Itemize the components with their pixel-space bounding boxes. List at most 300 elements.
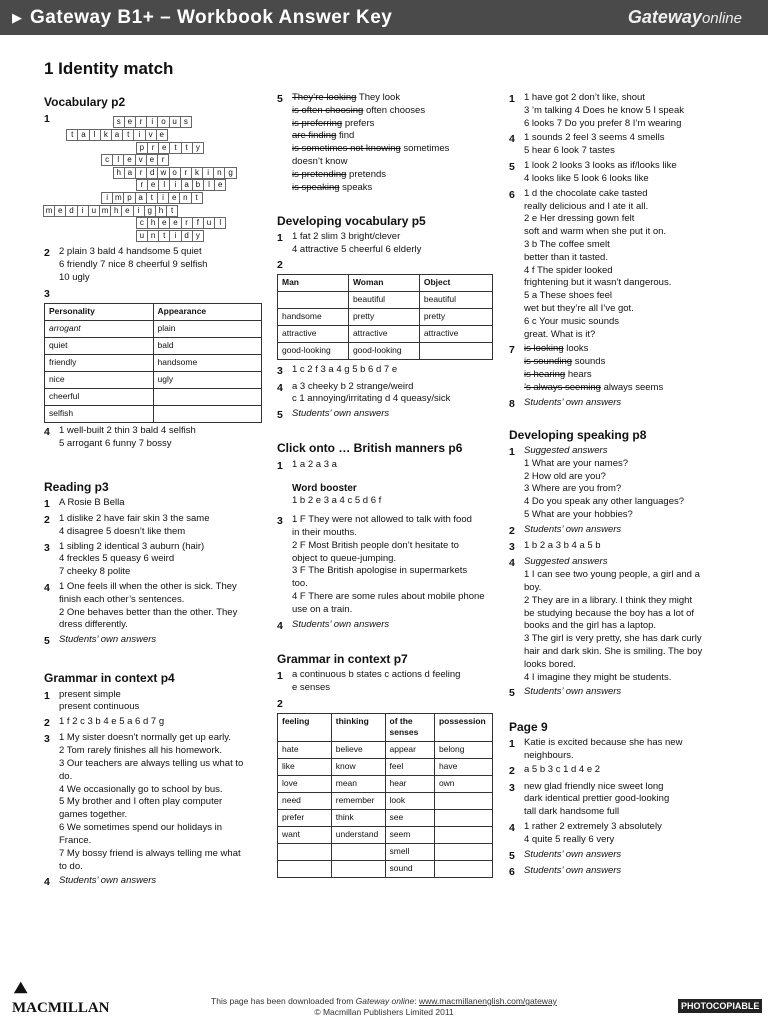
crossword-cell: g bbox=[224, 167, 236, 179]
correct-text: pretends bbox=[349, 168, 387, 180]
answer-line: 4 I imagine they might be students. bbox=[524, 671, 672, 683]
crossword-row bbox=[102, 192, 203, 204]
answer-line: present continuous bbox=[59, 701, 140, 713]
answer-line: A Rosie B Bella bbox=[59, 496, 125, 508]
answer-line: object to queue-jumping. bbox=[292, 552, 397, 564]
answer-line: 3 Where are you from? bbox=[524, 483, 622, 495]
crossword-cell: s bbox=[180, 116, 192, 128]
question: 5 Students’ own answers bbox=[277, 408, 497, 422]
question: 3 1 b 2 a 3 b 4 a 5 b bbox=[509, 540, 734, 554]
question: 5 They’re looking They look is often choosing often chooses is preferring prefers are finding find is sometimes not knowing sometimes doesn’t know is pretending pretends is speaking speaks bbox=[277, 92, 497, 195]
answer-line: 1 My sister doesn’t normally get up early. bbox=[59, 732, 231, 744]
answer-line: really delicious and I ate it all. bbox=[524, 200, 649, 212]
answer-line: dress differently. bbox=[59, 619, 128, 631]
table-cell: pretty bbox=[419, 309, 492, 326]
crossword-cell: u bbox=[88, 205, 100, 217]
table-cell bbox=[331, 843, 385, 860]
crossword-cell: o bbox=[157, 116, 169, 128]
table-header: Object bbox=[419, 275, 492, 292]
table-row bbox=[278, 809, 493, 826]
crossword-cell: v bbox=[135, 154, 147, 166]
correct-text: prefers bbox=[344, 117, 375, 129]
crossword-cell: d bbox=[181, 230, 193, 242]
answer-line: too. bbox=[292, 578, 308, 590]
crossword-cell: t bbox=[146, 192, 158, 204]
answer-line: 4 f The spider looked bbox=[524, 264, 613, 276]
crossword-cell: s bbox=[113, 116, 125, 128]
crossword-cell: i bbox=[157, 192, 169, 204]
table-cell bbox=[434, 860, 492, 877]
table-cell: appear bbox=[385, 741, 434, 758]
crossword-cell: t bbox=[66, 129, 78, 141]
question: 1 present simple present continuous bbox=[44, 689, 264, 715]
table-header: possession bbox=[434, 713, 492, 741]
answer-line: Students’ own answers bbox=[524, 686, 622, 698]
table-row bbox=[278, 326, 493, 343]
crossed-out-text: is looking bbox=[524, 343, 564, 355]
crossword-cell: l bbox=[203, 179, 215, 191]
crossword-row bbox=[114, 116, 192, 128]
table-cell bbox=[278, 860, 332, 877]
answer-line: Suggested answers bbox=[524, 556, 608, 568]
question: 2 1 f 2 c 3 b 4 e 5 a 6 d 7 g bbox=[44, 716, 264, 730]
question: 4 1 sounds 2 feel 3 seems 4 smells 5 hear 6 look 7 tastes bbox=[509, 132, 734, 158]
table-cell: understand bbox=[331, 826, 385, 843]
crossword-cell: n bbox=[213, 167, 225, 179]
question: 4 1 rather 2 extremely 3 absolutely 4 quite 5 really 6 very bbox=[509, 821, 734, 847]
question: 3 1 sibling 2 identical 3 auburn (hair) 4 freckles 5 queasy 6 weird 7 cheeky 8 polite bbox=[44, 541, 264, 579]
question: 4 1 well-built 2 thin 3 bald 4 selfish 5 arrogant 6 funny 7 bossy bbox=[44, 425, 264, 451]
correct-text: speaks bbox=[342, 181, 373, 193]
answer-line bbox=[292, 105, 497, 118]
crossword-cell: h bbox=[113, 167, 125, 179]
question: 1 1 fat 2 slim 3 bright/clever 4 attractive 5 cheerful 6 elderly bbox=[277, 231, 497, 257]
answer-line: wet but they’re all I’ve got. bbox=[524, 303, 634, 314]
answer-line bbox=[292, 143, 497, 156]
table-row bbox=[278, 843, 493, 860]
table-cell: love bbox=[278, 775, 332, 792]
section-heading: Grammar in context p4 bbox=[44, 671, 175, 686]
man-woman-object-table bbox=[277, 274, 493, 360]
section-heading: Vocabulary p2 bbox=[44, 95, 126, 109]
answer-line: 2 How old are you? bbox=[524, 470, 606, 482]
crossword-cell: i bbox=[133, 129, 145, 141]
crossed-out-text: is pretending bbox=[292, 168, 347, 180]
section-heading: Developing speaking p8 bbox=[509, 427, 647, 442]
table-cell: hear bbox=[385, 775, 434, 792]
question: 4 Students’ own answers bbox=[277, 619, 497, 633]
table-cell: seem bbox=[385, 826, 434, 843]
crossword-cell: a bbox=[135, 192, 147, 204]
table-cell: remember bbox=[331, 792, 385, 809]
crossword-cell: i bbox=[169, 230, 181, 242]
crossword-cell: u bbox=[203, 217, 215, 229]
table-header: Appearance bbox=[153, 303, 262, 320]
table-cell: good-looking bbox=[348, 343, 419, 360]
table-cell: plain bbox=[153, 320, 262, 337]
answer-line: 1 dislike 2 have fair skin 3 the same bbox=[59, 512, 210, 524]
answer-line: 1 a 2 a 3 a bbox=[292, 458, 337, 470]
crossword-cell: n bbox=[147, 230, 159, 242]
answer-line: a 5 b 3 c 1 d 4 e 2 bbox=[524, 764, 601, 776]
crossword-cell: d bbox=[65, 205, 77, 217]
answer-line: 1 have got 2 don’t like, shout bbox=[524, 92, 645, 103]
crossword-cell: e bbox=[169, 217, 181, 229]
answer-line: 2 Tom rarely finishes all his homework. bbox=[59, 745, 222, 757]
answer-line: a 3 cheeky b 2 strange/weird bbox=[292, 380, 414, 392]
answer-line: 5 a These shoes feel bbox=[524, 290, 613, 302]
question: 2 a 5 b 3 c 1 d 4 e 2 bbox=[509, 764, 734, 778]
correct-text: doesn’t know bbox=[292, 156, 348, 168]
question: 7 is looking looks is sounding sounds is hearing hears ’s always seeming always seems bbox=[509, 343, 734, 394]
answer-line bbox=[524, 369, 734, 382]
crossword-cell: e bbox=[147, 179, 159, 191]
crossed-out-text: is sounding bbox=[524, 356, 573, 368]
crossword-cell: t bbox=[166, 205, 178, 217]
answer-line: 6 looks 7 Do you prefer 8 I’m wearing bbox=[524, 117, 682, 129]
crossword-cell: g bbox=[144, 205, 156, 217]
answer-line: 1 look 2 looks 3 looks as if/looks like bbox=[524, 160, 677, 172]
crossword-cell: t bbox=[191, 192, 203, 204]
table-cell: think bbox=[331, 809, 385, 826]
answer-line: 6 c Your music sounds bbox=[524, 315, 620, 327]
answer-line: 5 My brother and I often play computer bbox=[59, 796, 223, 808]
crossword-cell: u bbox=[169, 116, 181, 128]
crossword-cell: a bbox=[181, 179, 193, 191]
answer-line: new glad friendly nice sweet long bbox=[524, 780, 664, 792]
answer-line: 4 F There are some rules about mobile phone bbox=[292, 591, 485, 602]
table-cell: quiet bbox=[45, 337, 154, 354]
personality-appearance-table bbox=[44, 303, 262, 423]
question: 1 A Rosie B Bella bbox=[44, 497, 264, 511]
crossword-cell: t bbox=[181, 142, 193, 154]
answer-line: 4 attractive 5 cheerful 6 elderly bbox=[292, 243, 422, 255]
crossword-cell: t bbox=[169, 142, 181, 154]
answer-line: books and the girl has a laptop. bbox=[524, 620, 657, 632]
table-row bbox=[45, 371, 262, 388]
section-heading: Page 9 bbox=[509, 719, 548, 734]
crossword-cell: r bbox=[157, 154, 169, 166]
question: 4 Suggested answers 1 I can see two young people, a girl and a boy. 2 They are in a library. I think they might be studying because the boy has a lot of books and the girl has a laptop. 3 The girl is very pretty, she has dark curly hair and dark skin. She is smiling. The boy looks bored. 4 I imagine they might be students. bbox=[509, 556, 734, 684]
question: 1 a continuous b states c actions d feeling e senses bbox=[277, 669, 497, 695]
question: 3 new glad friendly nice sweet long dark identical prettier good-looking tall dark handsome full bbox=[509, 781, 734, 819]
answer-line bbox=[292, 182, 497, 195]
crossword-cell: v bbox=[145, 129, 157, 141]
section-heading: Developing vocabulary p5 bbox=[277, 213, 426, 228]
verb-types-table bbox=[277, 713, 493, 878]
correct-text: sometimes bbox=[403, 143, 450, 155]
table-cell: nice bbox=[45, 371, 154, 388]
question: 5 Students’ own answers bbox=[509, 686, 734, 700]
table-cell: attractive bbox=[278, 326, 349, 343]
table-cell: see bbox=[385, 809, 434, 826]
table-cell: friendly bbox=[45, 354, 154, 371]
crossword-cell: i bbox=[202, 167, 214, 179]
table-cell: beautiful bbox=[419, 292, 492, 309]
crossword-cell: i bbox=[169, 179, 181, 191]
crossword-cell: e bbox=[146, 154, 158, 166]
answer-line: 1 fat 2 slim 3 bright/clever bbox=[292, 230, 401, 242]
crossword-cell: a bbox=[77, 129, 89, 141]
crossword-cell: p bbox=[136, 142, 148, 154]
crossed-out-text: is speaking bbox=[292, 181, 340, 193]
table-cell bbox=[434, 792, 492, 809]
table-row bbox=[45, 354, 262, 371]
answer-line: 1 b 2 a 3 b 4 a 5 b bbox=[524, 540, 601, 552]
answer-line: frightening but it wasn’t dangerous. bbox=[524, 277, 672, 289]
answer-line: 7 My bossy friend is always telling me what bbox=[59, 847, 241, 859]
table-header: thinking bbox=[331, 713, 385, 741]
answer-line: 2 One behaves better than the other. They bbox=[59, 606, 238, 618]
answer-line: Katie is excited because she has new bbox=[524, 736, 683, 748]
answer-line: be studying because the boy has a lot of bbox=[524, 607, 695, 619]
answer-line: 2 F Most British people don’t hesitate to bbox=[292, 539, 459, 551]
table-cell: own bbox=[434, 775, 492, 792]
crossword-cell: t bbox=[158, 230, 170, 242]
crossword-cell: a bbox=[124, 167, 136, 179]
answer-line: 4 disagree 5 doesn’t like them bbox=[59, 525, 186, 537]
question: 3 1 c 2 f 3 a 4 g 5 b 6 d 7 e bbox=[277, 364, 497, 378]
crossword-cell: h bbox=[147, 217, 159, 229]
answer-line: 3 F The British apologise in supermarkets bbox=[292, 565, 468, 577]
crossword-cell: m bbox=[43, 205, 55, 217]
answer-line: use on a train. bbox=[292, 603, 353, 615]
table-cell: prefer bbox=[278, 809, 332, 826]
crossword-cell: n bbox=[179, 192, 191, 204]
crossword-row bbox=[137, 230, 204, 242]
question: 2 Students’ own answers bbox=[509, 524, 734, 538]
answer-line: 1 well-built 2 thin 3 bald 4 selfish bbox=[59, 424, 196, 436]
crossword-cell: p bbox=[123, 192, 135, 204]
table-row bbox=[45, 337, 262, 354]
crossword-cell: b bbox=[192, 179, 204, 191]
answer-line: finish each other’s sentences. bbox=[59, 593, 185, 605]
question-number: 1 bbox=[44, 113, 50, 126]
crossword-cell: e bbox=[54, 205, 66, 217]
crossword-cell: t bbox=[122, 129, 134, 141]
crossword-cell: r bbox=[135, 167, 147, 179]
answer-line: 1 What are your names? bbox=[524, 457, 629, 469]
table-cell: cheerful bbox=[45, 388, 154, 405]
crossword-cell: e bbox=[121, 205, 133, 217]
answer-line: 5 hear 6 look 7 tastes bbox=[524, 145, 615, 157]
answer-line: dark identical prettier good-looking bbox=[524, 793, 670, 805]
answer-line: 2 They are in a library. I think they might bbox=[524, 594, 693, 606]
table-row bbox=[278, 343, 493, 360]
crossword-cell: c bbox=[101, 154, 113, 166]
answer-line: tall dark handsome full bbox=[524, 806, 620, 818]
answer-line: Students’ own answers bbox=[524, 864, 622, 876]
answer-line: games together. bbox=[59, 809, 128, 821]
table-cell: sound bbox=[385, 860, 434, 877]
section-heading: Grammar in context p7 bbox=[277, 651, 408, 666]
macmillan-mark-icon: ⛰ bbox=[14, 980, 28, 997]
photocopiable-badge: PHOTOCOPIABLE bbox=[678, 999, 762, 1013]
answer-line: e senses bbox=[292, 681, 331, 693]
footer-link[interactable]: www.macmillanenglish.com/gateway bbox=[418, 996, 557, 1006]
answer-line bbox=[292, 169, 497, 182]
answer-line: 1 d the chocolate cake tasted bbox=[524, 187, 648, 199]
word-booster-heading: Word booster bbox=[292, 482, 357, 494]
question: 4 a 3 cheeky b 2 strange/weird c 1 annoying/irritating d 4 queasy/sick bbox=[277, 381, 497, 407]
crossword-cell: r bbox=[136, 179, 148, 191]
answer-line: neighbours. bbox=[524, 749, 574, 761]
footer-text: This page has been downloaded from Gateway online: www.macmillanenglish.com/gateway © Macmillan Publishers Limited 2011 bbox=[211, 996, 557, 1018]
correct-text: often chooses bbox=[365, 104, 426, 116]
answer-line: in their mouths. bbox=[292, 526, 357, 538]
answer-line: Suggested answers bbox=[524, 445, 608, 457]
table-row bbox=[278, 758, 493, 775]
answer-line: 4 looks like 5 look 6 looks like bbox=[524, 172, 649, 184]
table-row bbox=[45, 388, 262, 405]
answer-line: better than it tasted. bbox=[524, 251, 608, 263]
crossword-cell: e bbox=[123, 154, 135, 166]
answer-line: 4 quite 5 really 6 very bbox=[524, 833, 615, 845]
crossword-cell: l bbox=[158, 179, 170, 191]
table-cell bbox=[153, 405, 262, 422]
answer-line: 3 Our teachers are always telling us what to bbox=[59, 758, 244, 770]
table-row bbox=[278, 860, 493, 877]
answer-line: Students’ own answers bbox=[292, 618, 390, 630]
table-cell: like bbox=[278, 758, 332, 775]
table-cell bbox=[419, 343, 492, 360]
crossed-out-text: is hearing bbox=[524, 369, 566, 381]
crossword-cell: c bbox=[136, 217, 148, 229]
answer-line: 4 freckles 5 queasy 6 weird bbox=[59, 553, 175, 565]
answer-line: a continuous b states c actions d feeling bbox=[292, 668, 461, 680]
crossed-out-text: is preferring bbox=[292, 117, 343, 129]
crossword-cell: f bbox=[192, 217, 204, 229]
correct-text: looks bbox=[566, 343, 589, 355]
crossword-cell: h bbox=[110, 205, 122, 217]
crossword-cell: r bbox=[135, 116, 147, 128]
answer-line: boy. bbox=[524, 581, 542, 593]
question: 1 Katie is excited because she has new neighbours. bbox=[509, 737, 734, 763]
question: 5 Students’ own answers bbox=[509, 849, 734, 863]
answer-line: great. What is it? bbox=[524, 328, 596, 340]
crossword-cell: e bbox=[158, 142, 170, 154]
answer-line: Students’ own answers bbox=[292, 408, 390, 420]
question: 3 bbox=[44, 287, 50, 300]
question: 6 1 d the chocolate cake tasted really delicious and I ate it all. 2 e Her dressing gown felt soft and warm when she put it on. 3 b The coffee smelt better than it tasted. 4 f The spider looked frightening but it wasn’t dangerous. 5 a These shoes feel wet but they’re all I’ve got. 6 c Your music sounds great. What is it? bbox=[509, 188, 734, 342]
answer-line: 5 arrogant 6 funny 7 bossy bbox=[59, 437, 172, 449]
question: 2 1 dislike 2 have fair skin 3 the same 4 disagree 5 doesn’t like them bbox=[44, 513, 264, 539]
crossword-cell: e bbox=[124, 116, 136, 128]
correct-text: find bbox=[339, 130, 355, 142]
table-cell bbox=[434, 809, 492, 826]
crossed-out-text: is sometimes not knowing bbox=[292, 143, 401, 155]
crossword-cell: r bbox=[147, 142, 159, 154]
table-cell: beautiful bbox=[348, 292, 419, 309]
answer-line: Students’ own answers bbox=[524, 396, 622, 408]
question: 3 1 My sister doesn’t normally get up early. 2 Tom rarely finishes all his homework. 3 Our teachers are always telling us what to do. 4 We occasionally go to school by bus. 5 My brother and I often play computer games together. 6 We sometimes spend our holidays in France. 7 My bossy friend is always telling me what to do. bbox=[44, 732, 264, 873]
answer-line bbox=[524, 356, 734, 369]
crossword-cell: e bbox=[158, 217, 170, 229]
table-cell bbox=[434, 826, 492, 843]
crossword-cell: d bbox=[146, 167, 158, 179]
table-cell: hate bbox=[278, 741, 332, 758]
crossword-cell: u bbox=[136, 230, 148, 242]
table-cell: know bbox=[331, 758, 385, 775]
crossword-cell: i bbox=[101, 192, 113, 204]
table-cell: mean bbox=[331, 775, 385, 792]
table-cell bbox=[331, 860, 385, 877]
answer-line: hair and dark skin. She is smiling. The boy bbox=[524, 645, 703, 657]
table-cell: have bbox=[434, 758, 492, 775]
crossword-cell: k bbox=[191, 167, 203, 179]
page-title: 1 Identity match bbox=[44, 59, 174, 78]
question: 5 Students’ own answers bbox=[44, 634, 264, 648]
table-header: Man bbox=[278, 275, 349, 292]
crossword-cell: l bbox=[214, 217, 226, 229]
answer-line: 1 rather 2 extremely 3 absolutely bbox=[524, 820, 662, 832]
answer-line: 3 ’m talking 4 Does he know 5 I speak bbox=[524, 104, 685, 116]
answer-line: 2 plain 3 bald 4 handsome 5 quiet bbox=[59, 246, 202, 258]
answer-line: soft and warm when she put it on. bbox=[524, 226, 667, 238]
answer-line: Students’ own answers bbox=[59, 634, 157, 646]
table-cell bbox=[278, 292, 349, 309]
page-header bbox=[0, 0, 768, 35]
crossword-cell: m bbox=[99, 205, 111, 217]
table-cell: bald bbox=[153, 337, 262, 354]
answer-line: 4 We occasionally go to school by bus. bbox=[59, 783, 223, 795]
crossword-cell: h bbox=[155, 205, 167, 217]
table-row bbox=[45, 320, 262, 337]
answer-line: 6 We sometimes spend our holidays in bbox=[59, 822, 222, 834]
table-cell: want bbox=[278, 826, 332, 843]
table-cell: feel bbox=[385, 758, 434, 775]
answer-line: 7 cheeky 8 polite bbox=[59, 566, 131, 578]
answer-line: 1 F They were not allowed to talk with food bbox=[292, 514, 472, 526]
crossword-cell: m bbox=[112, 192, 124, 204]
crossword-cell: l bbox=[89, 129, 101, 141]
table-row bbox=[278, 775, 493, 792]
crossword-row bbox=[114, 167, 237, 179]
answer-line: looks bored. bbox=[524, 658, 576, 670]
crossword-row bbox=[137, 142, 204, 154]
answer-line: France. bbox=[59, 834, 92, 846]
answer-line bbox=[524, 343, 734, 356]
answer-line: 1 One feels ill when the other is sick. They bbox=[59, 581, 237, 593]
crossword-cell: e bbox=[156, 129, 168, 141]
answer-line: 1 sounds 2 feel 3 seems 4 smells bbox=[524, 132, 665, 144]
question: 1 Suggested answers 1 What are your names? 2 How old are you? 3 Where are you from? 4 Do you speak any other languages? 5 What are your hobbies? bbox=[509, 445, 734, 522]
crossword-grid bbox=[42, 116, 264, 244]
table-cell: attractive bbox=[348, 326, 419, 343]
crossed-out-text: is often choosing bbox=[292, 104, 364, 116]
crossword-row bbox=[67, 129, 168, 141]
question: 1 1 a 2 a 3 a bbox=[277, 459, 497, 473]
crossword-row bbox=[44, 205, 178, 217]
table-cell: good-looking bbox=[278, 343, 349, 360]
table-cell: ugly bbox=[153, 371, 262, 388]
answer-line bbox=[292, 156, 497, 169]
crossword-row bbox=[137, 217, 227, 229]
crossword-cell: i bbox=[146, 116, 158, 128]
answer-line: 1 c 2 f 3 a 4 g 5 b 6 d 7 e bbox=[292, 364, 398, 376]
crossed-out-text: They’re looking bbox=[292, 92, 357, 103]
table-header: of the senses bbox=[385, 713, 434, 741]
gateway-logo: Gatewayonline bbox=[627, 7, 742, 27]
section-heading: Reading p3 bbox=[44, 479, 109, 494]
answer-line bbox=[292, 118, 497, 131]
answer-line: 2 e Her dressing gown felt bbox=[524, 213, 635, 225]
answer-line: 1 sibling 2 identical 3 auburn (hair) bbox=[59, 540, 205, 552]
question: 5 1 look 2 looks 3 looks as if/looks like 4 looks like 5 look 6 looks like bbox=[509, 160, 734, 186]
answer-line: present simple bbox=[59, 688, 121, 700]
table-cell: belong bbox=[434, 741, 492, 758]
crossword-cell: e bbox=[168, 192, 180, 204]
